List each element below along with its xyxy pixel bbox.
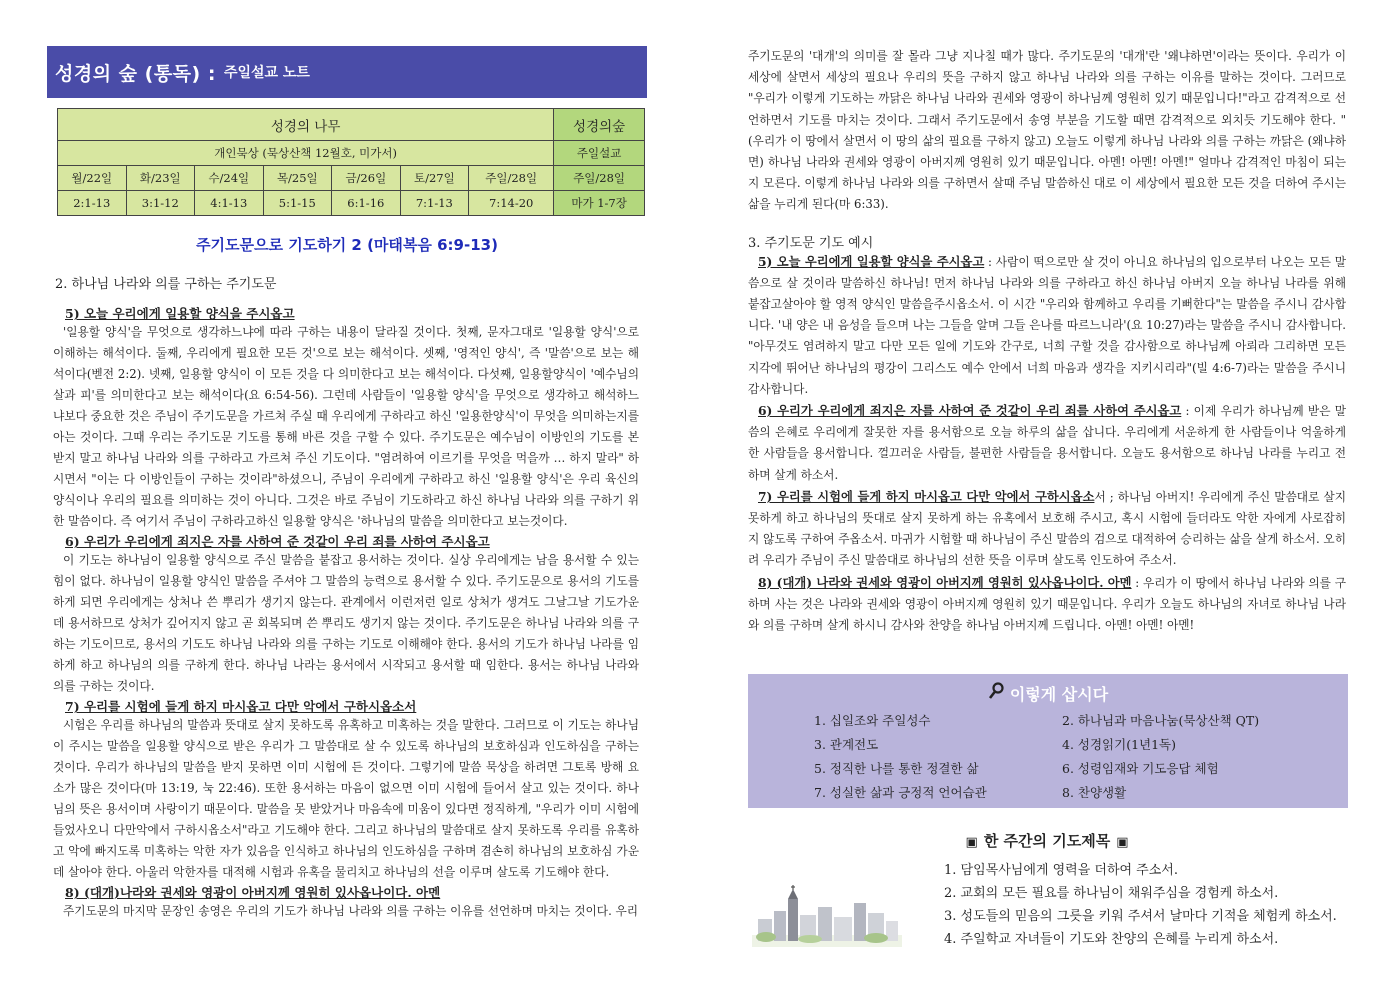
title-bar <box>47 46 647 98</box>
sunday-sermon-label: 주일설교 <box>554 141 645 166</box>
prayer-section <box>748 859 1346 969</box>
square-icon: ▣ <box>1116 835 1129 851</box>
point-7-heading: 7) 우리를 시험에 들게 하지 마시옵고 다만 악에서 구하시옵소서 <box>65 699 417 714</box>
list-item: 4. 성경읽기(1년1독) <box>1062 737 1177 753</box>
prayer-title <box>748 830 1346 851</box>
day-cell: 토/27일 <box>400 166 469 191</box>
example-7-body: 서 ; 하나님 아버지! 우리에게 주신 말씀대로 살지 못하게 하고 하나님의 뜻대로 살지 못하게 하는 유혹에서 보호해 주시고, 혹시 시험에 들더라도 악한 자에게 사로잡히지 않도록 구하여 주옵소서. 마귀가 시험할 때 하나님이 주신 말씀의 검으로 대적하여 승리하는 삶을 살게 하소서. 오히려 우리가 주님이 주신 말씀대로 하나님의 선한 뜻을 이루며 살도록 인도하여 주소서. <box>748 489 1346 568</box>
verse-cell: 4:1-13 <box>195 191 264 216</box>
list-item: 6. 성령임재와 기도응답 체험 <box>1062 761 1219 777</box>
day-cell: 화/23일 <box>126 166 195 191</box>
sunday-verse-cell: 마가 1-7장 <box>554 191 645 216</box>
example-5-heading: 5) 오늘 우리에게 일용할 양식을 주시옵고 <box>758 253 985 269</box>
list-item: 1. 십일조와 주일성수 <box>814 713 931 729</box>
list-item: 4. 주일학교 자녀들이 기도와 찬양의 은혜를 누리게 하소서. <box>944 932 1279 948</box>
verse-cell: 7:14-20 <box>469 191 554 216</box>
example-8-heading: 8) (대개) 나라와 권세와 영광이 아버지께 영원히 있사옵나이다. 아멘 <box>758 574 1132 590</box>
example-8-body: : 우리가 이 땅에서 하나님 나라와 의를 구하며 사는 것은 나라와 권세와 영광이 아버지께 영원히 있기 때문입니다. 우리가 오늘도 하나님의 자녀로 하나님 나라와 의를 구하며 살게 하시니 감사와 찬양을 하나님 아버지께 드립니다. 아멘! 아멘! 아멘! <box>748 575 1346 633</box>
verse-cell: 2:1-13 <box>58 191 127 216</box>
verse-cell: 3:1-12 <box>126 191 195 216</box>
point-8-heading: 8) (대개)나라와 권세와 영광이 아버지께 영원히 있사옵나이다. 아멘 <box>65 885 441 900</box>
verse-cell: 5:1-15 <box>263 191 332 216</box>
example-8 <box>748 572 1346 637</box>
list-item: 8. 찬양생활 <box>1062 785 1127 801</box>
example-5-body: : 사람이 떡으로만 살 것이 아니요 하나님의 입으로부터 나오는 모든 말씀으로 살 것이라 말씀하신 하나님! 먼저 하나님 나라와 의를 구하라고 하신 하나님 아버지 오늘 하나님 나라를 위해 붙잡고살아야 할 영적 양식인 말씀을주시옵소서. 이 시간 "우리와 함께하고 우리를 기뻐한다"는 말씀을 주시니 감사합니다. '내 양은 내 음성을 들으며 나는 그들을 알며 그들 은나를 따르느니라'(요 10:27)라는 말씀을 주시니 감사합니다. "아무것도 염려하지 말고 다만 모든 일에 기도와 간구로, 너희 구할 것을 감사함으로 하나님께 아뢰라 그리하면 모든 지각에 뛰어난 하나님의 평강이 그리스도 예수 안에서 너희 마음과 생각을 지키시리라"(빌 4:6-7)라는 말씀을 주시니 감사합니다. <box>748 254 1347 396</box>
prayer-list <box>944 859 1337 951</box>
verse-cell: 7:1-13 <box>400 191 469 216</box>
list-item: 2. 교회의 모든 필요를 하나님이 채워주심을 경험케 하소서. <box>944 886 1279 902</box>
life-title-text: 이렇게 삽시다 <box>1009 685 1109 705</box>
section-3-heading: 3. 주기도문 기도 예시 <box>748 235 874 251</box>
example-7 <box>748 486 1346 572</box>
day-cell: 목/25일 <box>263 166 332 191</box>
point-6-body: 이 기도는 하나님이 일용할 양식으로 주신 말씀을 붙잡고 용서하는 것이다. 실상 우리에게는 남을 용서할 수 있는 힘이 없다. 하나님이 일용할 양식인 말씀을 주셔야 그 말씀의 능력으로 용서할 수 있다. 주기도문으로 용서의 기도를 하게 되면 우리에게는 상처나 쓴 뿌리가 생기지 않는다. 관계에서 이런저런 일로 상처가 생겨도 그날그날 기도가운데 용서하므로 상처가 깊어지지 않고 곧 회복되며 쓴 뿌리도 생기지 않는 것이다. 주기도문은 하나님 나라와 의를 구하는 기도이므로, 용서의 기도도 하나님 나라와 의를 구하는 기도로 이해해야 한다. 용서의 기도가 하나님 나라를 임하게 하고 하나님의 의를 구하게 한다. 하나님 나라는 용서에서 시작되고 용서할 때 임한다. 용서는 하나님 나라와 의를 구하는 것이다. <box>53 553 639 693</box>
day-cell: 주일/28일 <box>469 166 554 191</box>
day-cell: 월/22일 <box>58 166 127 191</box>
section-2-heading: 2. 하나님 나라와 의를 구하는 주기도문 <box>55 277 277 292</box>
verse-cell: 6:1-16 <box>332 191 401 216</box>
list-item: 2. 하나님과 마음나눔(묵상산책 QT) <box>1062 713 1260 729</box>
point-5-heading: 5) 오늘 우리에게 일용할 양식을 주시옵고 <box>65 306 295 321</box>
list-item: 7. 성실한 삶과 긍정적 언어습관 <box>814 785 987 801</box>
example-5 <box>748 251 1346 400</box>
page-subtitle: 주일설교 노트 <box>223 65 310 81</box>
point-6-heading: 6) 우리가 우리에게 죄지은 자를 사하여 준 것같이 우리 죄를 사하여 주시옵고 <box>65 534 490 549</box>
list-item: 1. 담임목사님에게 영력을 더하여 주소서. <box>944 863 1178 879</box>
point-7-body: 시험은 우리를 하나님의 말씀과 뜻대로 살지 못하도록 유혹하고 미혹하는 것을 말한다. 그러므로 이 기도는 하나님이 주시는 말씀을 일용할 양식으로 받은 우리가 그 말씀대로 살 수 있도록 하나님의 보호하심과 인도하심을 구하는 것이다. 우리가 하나님의 말씀을 받지 못하면 이미 시험에 든 것이다. 그렇기에 말씀 묵상을 하려면 그토록 방해 요소가 많은 것이다(마 13:19, 눅 22:46). 또한 용서하는 마음이 없으면 이미 시험에 들어서 살고 있는 것이다. 하나님의 뜻은 용서이며 사랑이기 때문이다. 말씀을 못 받았거나 마음속에 미움이 있다면 정직하게, "우리가 이미 시험에 들었사오니 다만악에서 구하시옵소서"라고 기도해야 한다. 그리고 하나님의 말씀대로 살지 못하도록 우리를 유혹하고 악에 빠지도록 미혹하는 악한 자가 있음을 인식하고 하나님의 인도하심을 구하며 겸손히 하나님의 보호하심 가운데 살아야 한다. 아울러 악한자를 대적해 시험과 유혹을 물리치고 하나님의 선을 이루며 살도록 기도해야 한다. <box>53 718 639 879</box>
left-column <box>47 46 647 922</box>
prayer-title-text: 한 주간의 기도제목 <box>983 832 1111 851</box>
life-title <box>748 674 1348 710</box>
example-6-body: : 이제 우리가 하나님께 받은 말씀의 은혜로 우리에게 잘못한 자를 용서함으로 오늘 하루의 삶을 삽니다. 우리에게 서운하게 한 사람들이나 억울하게 한 사람들을 용서합니다. 껄끄러운 사람들, 불편한 사람들을 용서합니다. 오늘도 용서함으로 하나님 나라를 누리고 전하며 살게 하소서. <box>748 404 1346 482</box>
page-title: 성경의 숲 (통독) : <box>55 62 216 85</box>
point-8-body-start: 주기도문의 마지막 문장인 송영은 우리의 기도가 하나님 나라와 의를 구하는 이유를 선언하며 마치는 것이다. 우리 <box>63 904 639 918</box>
tree-label: 성경의 나무 <box>58 109 554 141</box>
example-6 <box>748 400 1346 486</box>
example-7-heading: 7) 우리를 시험에 들게 하지 마시옵고 다만 악에서 구하시옵소 <box>758 488 1095 504</box>
forest-label: 성경의숲 <box>554 109 645 141</box>
list-item: 3. 관계전도 <box>814 737 879 753</box>
personal-label: 개인묵상 (묵상산책 12월호, 미가서) <box>58 141 554 166</box>
church-city-illustration <box>752 885 902 947</box>
magnifier-icon <box>988 682 1004 704</box>
sunday-day-cell: 주일/28일 <box>554 166 645 191</box>
point-8-body-continued: 주기도문의 '대개'의 의미를 잘 몰라 그냥 지나칠 때가 많다. 주기도문의 '대개'란 '왜냐하면'이라는 뜻이다. 우리가 이 세상에 살면서 세상의 필요나 우리의 뜻을 구하지 않고 하나님 나라와 의를 구하는 이유를 말하는 것이다. 그러므로 "우리가 이렇게 기도하는 까닭은 하나님 나라와 권세와 영광이 하나님께 영원히 있기 때문입니다!"라고 감격적으로 선언하면서 기도를 마치는 것이다. 그래서 주기도문에서 송영 부분을 기도할 때면 감격적으로 외치듯 기도해야 한다. "(우리가 이 땅에서 살면서 이 땅의 삶의 필요를 구하지 않고) 오늘도 이렇게 하나님 나라와 의를 구하는 까닭은 (왜냐하면) 하나님 나라와 권세와 영광이 아버지께 영원히 있기 때문입니다. 아멘! 아멘! 아멘!" 얼마나 감격적인 마침이 되는지 모른다. 이렇게 하나님 나라와 의를 구하면서 살때 주님 말씀하신 대로 이 세상에서 필요한 모든 것을 더하여 주시는 삶을 누리게 된다(마 6:33). <box>748 49 1346 212</box>
right-column <box>748 46 1346 969</box>
sermon-title: 주기도문으로 기도하기 2 (마태복음 6:9-13) <box>196 236 498 254</box>
day-cell: 수/24일 <box>195 166 264 191</box>
list-item: 3. 성도들의 믿음의 그릇을 키워 주셔서 날마다 기적을 체험케 하소서. <box>944 909 1337 925</box>
list-item: 5. 정직한 나를 통한 정결한 삶 <box>814 761 979 777</box>
point-5-body: '일용할 양식'을 무엇으로 생각하느냐에 따라 구하는 내용이 달라질 것이다. 첫째, 문자그대로 '일용할 양식'으로 이해하는 해석이다. 둘째, 우리에게 필요한 모든 것'으로 보는 해석이다. 셋째, '영적인 양식', 즉 '말씀'으로 보는 해석이다(벧전 2:2). 넷째, 일용할 양식이 이 모든 것을 다 의미한다고 보는 해석이다. 다섯째, 일용할양식이 '예수님의 살과 피'를 의미한다고 보는 해석이다(요 6:54-56). 그런데 사람들이 '일용할 양식'을 무엇으로 생각하고 해석하느냐보다 중요한 것은 주님이 주기도문을 가르쳐 주실 때 우리에게 구하라고 하신 '일용한양식'이 무엇을 의미하는지를 아는 것이다. 그때 우리는 주기도문 기도를 통해 바른 것을 구할 수 있다. 주기도문은 예수님이 이방인의 기도를 본받지 말고 하나님 나라와 의를 구하라고 가르쳐 주신 기도이다. "염려하여 이르기를 무엇을 먹을까 … 하지 말라" 하시면서 "이는 다 이방인들이 구하는 것이라"하셨으니, 주님이 우리에게 구하라고 하신 '일용할 양식'은 우리 육신의 양식이나 우리의 필요를 의미하는 것이 아니다. 그것은 바로 주님이 기도하라고 하신 하나님 나라와 의를 구하기 위한 말씀이다. 즉 여기서 주님이 구하라고하신 일용할 양식은 '하나님의 말씀을 의미한다고 보는것이다. <box>53 325 639 528</box>
life-list <box>814 710 1348 804</box>
square-icon: ▣ <box>965 835 978 851</box>
example-6-heading: 6) 우리가 우리에게 죄지은 자를 사하여 준 것같이 우리 죄를 사하여 주시옵고 <box>758 403 1182 419</box>
reading-schedule-table <box>57 108 645 216</box>
life-guidelines-box <box>748 674 1348 808</box>
day-cell: 금/26일 <box>332 166 401 191</box>
